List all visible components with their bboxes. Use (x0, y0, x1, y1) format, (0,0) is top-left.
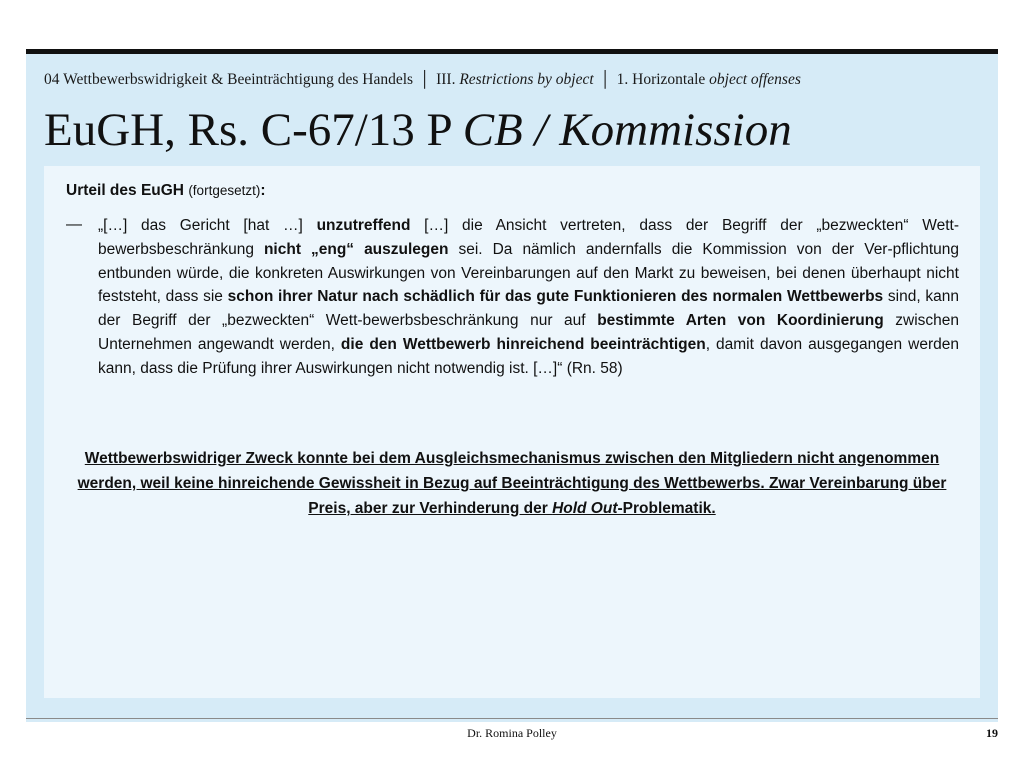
conclusion-part-2: -Problematik. (617, 500, 716, 517)
breadcrumb (44, 71, 984, 89)
quote-emphasis: nicht „eng“ auszulegen (263, 240, 449, 258)
section-heading-bold: Urteil des EuGH (66, 182, 184, 199)
quote-text: zwischen Unternehmen angewandt werden, (98, 312, 959, 353)
section-heading (66, 182, 266, 200)
page-title (44, 97, 792, 163)
quote-emphasis: die den Wettbewerb hinreichend beeinträchtigen (340, 335, 706, 353)
quote-text: […] die Ansicht vertreten, dass der Begriff der „bezweckten“ Wett-bewerbsbeschränkung (98, 217, 959, 258)
quote-emphasis: unzutreffend (316, 217, 411, 234)
page-title-parties: CB / Kommission (462, 104, 792, 156)
breadcrumb-separator: │ (599, 71, 611, 88)
breadcrumb-part-3-plain: 1. Horizontale (616, 71, 706, 88)
bullet-dash: — (66, 216, 82, 233)
content-box (44, 166, 980, 698)
quote-text: sei. Da nämlich andernfalls die Kommission von der Ver-pflichtung entbunden würde, die konkreten Auswirkungen von Vereinbarungen auf den Markt zu beweisen, bei denen überhaupt nicht feststeht, dass sie (98, 240, 959, 306)
footer-divider (26, 718, 998, 719)
conclusion-part-1: Wettbewerbswidriger Zweck konnte bei dem Ausgleichsmechanismus zwischen den Mitgliedern nicht angenommen werden, weil keine hinreichende Gewissheit in Bezug auf Beeinträchtigung des Wettbewerbs. Zwar Vereinbarung über Preis, aber zur Verhinderung der (77, 450, 947, 517)
quote-text: „[…] das Gericht [hat …] (98, 217, 317, 234)
section-heading-note: (fortgesetzt) (188, 183, 261, 198)
quote-text: , damit davon ausgegangen werden kann, dass die Prüfung ihrer Auswirkungen nicht notwendig ist. […]“ (Rn. 58) (98, 335, 959, 377)
breadcrumb-separator: │ (419, 71, 431, 88)
page-number: 19 (986, 726, 998, 740)
quote-emphasis: schon ihrer Natur nach schädlich für das gute Funktionieren des normalen Wettbewerbs (227, 288, 884, 306)
footer-author: Dr. Romina Polley (467, 726, 557, 740)
judgment-quote (98, 214, 959, 381)
quote-emphasis: bestimmte Arten von Koordinierung (597, 312, 884, 330)
conclusion-text (66, 446, 958, 521)
quote-text: sind, kann der Begriff der „bezweckten“ Wett-bewerbsbeschränkung nur auf (98, 288, 960, 330)
conclusion-italic: Hold Out (552, 500, 618, 517)
section-heading-colon: : (260, 182, 266, 199)
breadcrumb-part-1: 04 Wettbewerbswidrigkeit & Beeinträchtigung des Handels (44, 71, 414, 88)
breadcrumb-part-2-italic: Restrictions by object (459, 71, 594, 88)
breadcrumb-part-3-italic: object offenses (709, 71, 801, 88)
page-title-case-number: EuGH, Rs. C-67/13 P (44, 104, 451, 156)
breadcrumb-part-2-roman: III. (436, 71, 456, 88)
